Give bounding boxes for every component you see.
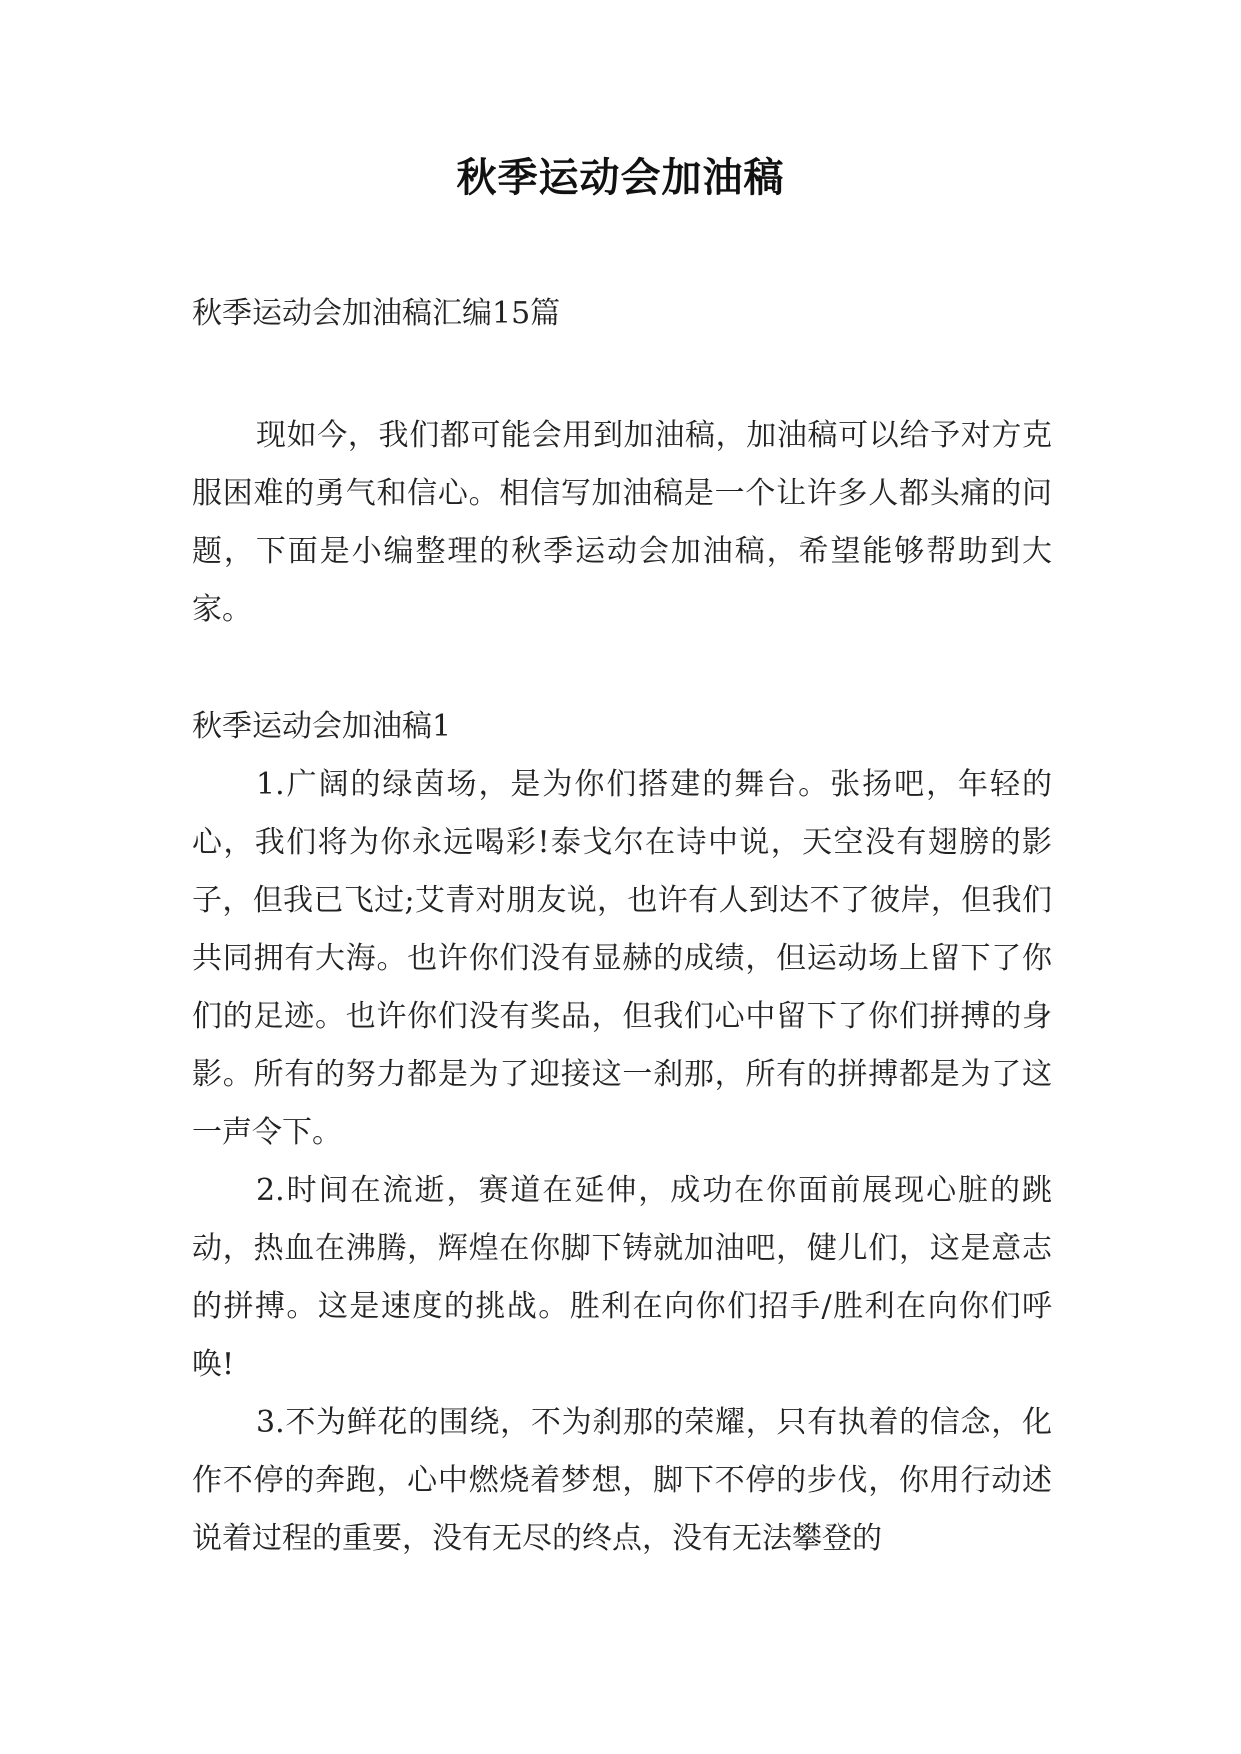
intro-paragraph: 现如今，我们都可能会用到加油稿，加油稿可以给予对方克服困难的勇气和信心。相信写加油稿是一个让许多人都头痛的问题，下面是小编整理的秋季运动会加油稿，希望能够帮助到大家。	[192, 418, 1052, 627]
cheer-item-3: 3.不为鲜花的围绕，不为刹那的荣耀，只有执着的信念，化作不停的奔跑，心中燃烧着梦想，脚下不停的步伐，你用行动述说着过程的重要，没有无尽的终点，没有无法攀登的	[192, 1405, 1052, 1556]
document-subtitle: 秋季运动会加油稿汇编15篇	[192, 296, 561, 331]
cheer-item-1: 1.广阔的绿茵场，是为你们搭建的舞台。张扬吧，年轻的心，我们将为你永远喝彩!泰戈尔在诗中说，天空没有翅膀的影子，但我已飞过;艾青对朋友说，也许有人到达不了彼岸，但我们共同拥有大海。也许你们没有显赫的成绩，但运动场上留下了你们的足迹。也许你们没有奖品，但我们心中留下了你们拼搏的身影。所有的努力都是为了迎接这一刹那，所有的拼搏都是为了这一声令下。	[192, 767, 1052, 1150]
cheer-item-2: 2.时间在流逝，赛道在延伸，成功在你面前展现心脏的跳动，热血在沸腾，辉煌在你脚下铸就加油吧，健儿们，这是意志的拼搏。这是速度的挑战。胜利在向你们招手/胜利在向你们呼唤!	[192, 1173, 1052, 1382]
cheer-items	[192, 756, 1052, 1568]
document-title: 秋季运动会加油稿	[456, 155, 785, 201]
section-heading: 秋季运动会加油稿1	[192, 709, 452, 744]
